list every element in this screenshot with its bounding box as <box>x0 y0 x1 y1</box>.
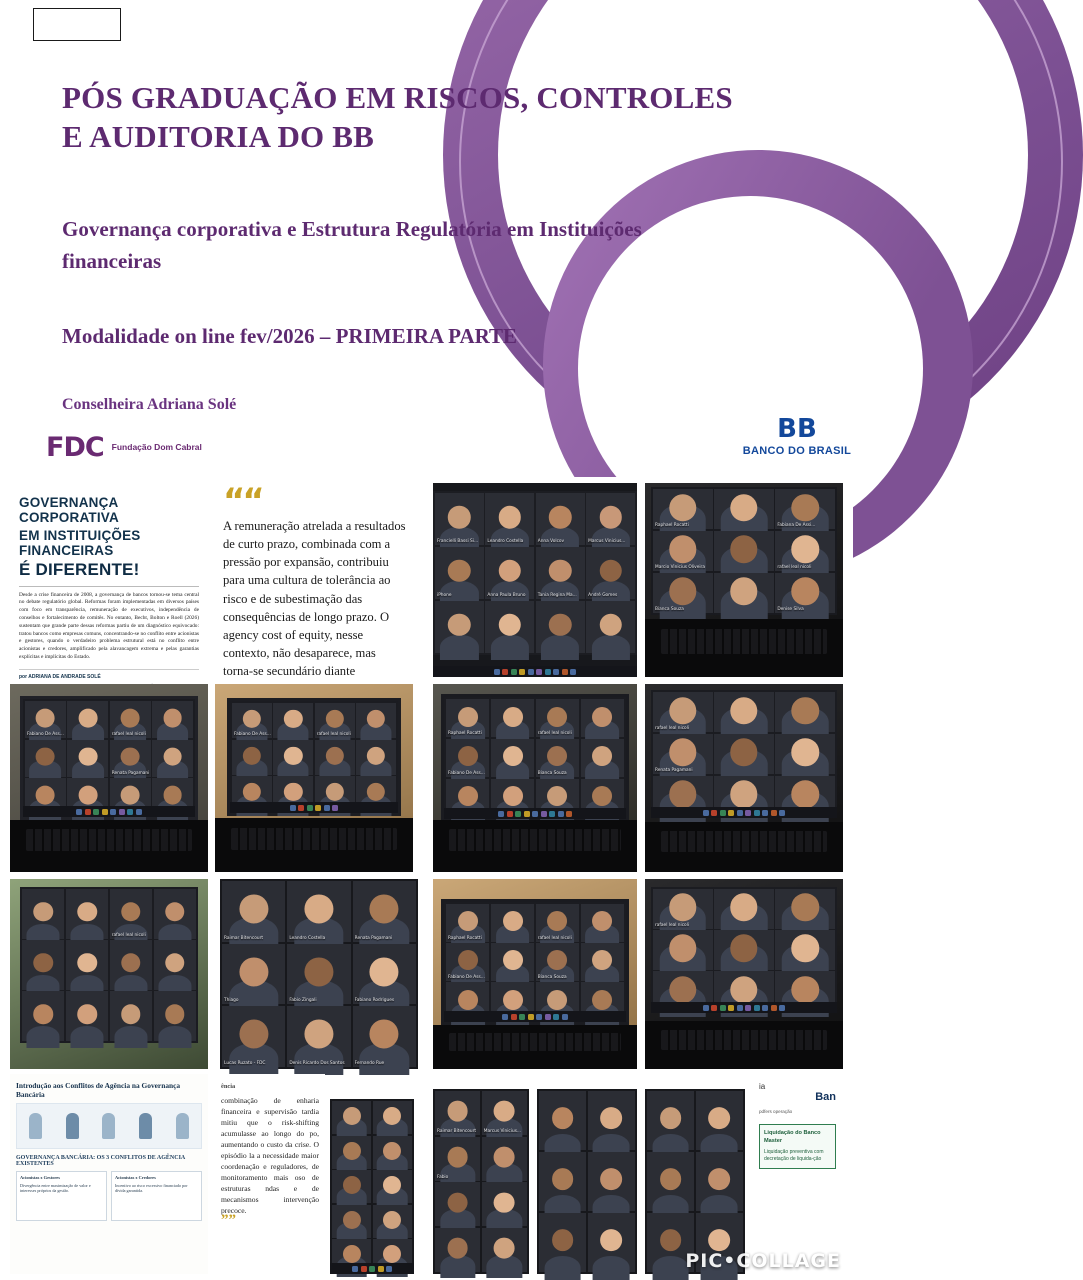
agenda-box-2-head: Acionistas x Credores <box>115 1175 156 1180</box>
collage-item-video-call <box>645 684 843 872</box>
participant-name: Raimar Bitencourt <box>224 935 264 941</box>
video-tile-grid <box>433 491 637 655</box>
video-tile <box>586 493 635 545</box>
video-tile <box>714 573 774 613</box>
participant-name: Renata Pagamani <box>354 935 393 941</box>
video-tile <box>356 740 396 775</box>
collage-item-video-call <box>433 684 637 872</box>
banco-do-brasil-logo <box>741 396 853 476</box>
video-tile <box>653 489 713 529</box>
doc-body: Desde a crise financeira de 2008, a governança de bancos tornou-se tema central no debate regulatório global. Reformas foram implementadas em diversos países com foco em transparência, remuneração de executivos, independência de conselhos e fortalecimento de comitês. No entanto, Becht, Bolton e Roell (2026) sustentam que grande parte dessas reformas partiu de um diagnóstico equivocado: tratou bancos como empresas comuns, concentrando-se no conflito entre acionistas e gestores, quando o verdadeiro problema estrutural está no conflito entre acionistas e credores, amplificado pela alavancagem extrema e pelas garantias explícitas e implícitas do Estado. <box>19 591 199 661</box>
participant-name: rafael leal nicoli <box>316 732 351 737</box>
quote-mark-icon: ““ <box>223 481 262 521</box>
taskbar[interactable] <box>230 802 398 813</box>
collage-item-video-call <box>645 879 843 1069</box>
agenda-illustration <box>16 1103 202 1149</box>
collage-watermark: PIC•COLLAGE <box>685 1250 841 1272</box>
video-tile <box>373 1101 412 1134</box>
right-doc-title: ia <box>759 1082 766 1091</box>
right-doc-small: pdfers operação <box>759 1109 793 1114</box>
video-tile <box>485 601 534 653</box>
collage-item-quote-card <box>215 483 413 677</box>
video-tile <box>588 1091 635 1150</box>
video-tile <box>222 1006 285 1067</box>
video-tile <box>482 1137 527 1181</box>
participant-name: rafael leal nicoli <box>537 935 572 941</box>
participant-name: rafael leal nicoli <box>655 726 690 732</box>
video-tile <box>373 1205 412 1238</box>
taskbar[interactable] <box>444 1011 626 1022</box>
video-tile <box>653 734 713 774</box>
video-tile <box>435 601 484 653</box>
taskbar[interactable] <box>651 807 837 818</box>
video-tile <box>332 1205 371 1238</box>
video-tile <box>653 930 713 970</box>
collage-item-video-call <box>220 879 418 1069</box>
video-tile <box>110 940 152 990</box>
video-tile <box>482 1228 527 1272</box>
video-tile <box>581 904 624 942</box>
video-tile <box>154 889 196 939</box>
video-tile <box>373 1170 412 1203</box>
video-tile <box>435 547 484 599</box>
collage-item-document-card <box>10 483 208 680</box>
video-tile <box>653 889 713 929</box>
video-tile <box>536 943 579 981</box>
presentation-slide <box>0 0 853 477</box>
collage-item-video-call <box>645 1089 745 1274</box>
video-tile <box>775 692 835 732</box>
video-tile <box>152 701 193 738</box>
video-tile <box>647 1152 694 1211</box>
text-panel-head: ência <box>221 1083 236 1090</box>
participant-name: rafael leal nicoli <box>111 732 146 737</box>
video-tile <box>435 493 484 545</box>
collage-item-video-call <box>433 483 637 677</box>
video-tile <box>491 699 534 737</box>
video-tile <box>435 1137 480 1181</box>
participant-name: Lucas Ruzato - FDC <box>224 1061 266 1066</box>
participant-name: Fabio Zingali <box>289 998 317 1004</box>
video-tile <box>536 601 585 653</box>
video-tile <box>315 740 355 775</box>
collage-item-video-call <box>330 1099 414 1274</box>
video-tile <box>446 739 489 777</box>
video-tile <box>491 739 534 777</box>
collage-item-agenda-slide <box>10 1074 208 1274</box>
participant-name: Thiago <box>224 998 239 1004</box>
slide-modality: Modalidade on line fev/2026 – PRIMEIRA PARTE <box>62 324 518 348</box>
fdc-logo-mark: FDC <box>46 432 104 463</box>
collage-item-text-panel <box>215 1074 325 1274</box>
agenda-subtitle: GOVERNANÇA BANCÁRIA: OS 3 CONFLITOS DE AGÊNCIA EXISTENTES <box>16 1155 185 1167</box>
video-tile <box>222 881 285 942</box>
video-tile <box>287 944 350 1005</box>
video-tile <box>66 991 108 1041</box>
participant-name: Denis Ricardo Dos Santos <box>289 1061 345 1066</box>
video-tile <box>696 1152 743 1211</box>
video-tile <box>714 734 774 774</box>
video-tile <box>586 601 635 653</box>
participant-name: Bianca Souza <box>537 771 567 777</box>
video-tile <box>588 1152 635 1211</box>
video-tile <box>25 701 66 738</box>
agenda-box-1-text: Divergência entre maximização de valor e interesses próprios da gestão. <box>20 1182 91 1194</box>
video-tile <box>273 740 313 775</box>
agenda-box-1-head: Acionistas x Gestores <box>20 1175 60 1180</box>
participant-name: rafael leal nicoli <box>537 731 572 737</box>
participant-name: Marcus Vinicius... <box>483 1129 522 1135</box>
participant-name: iPhone <box>437 593 452 599</box>
agenda-box-2 <box>111 1171 202 1221</box>
participant-name: Fabiano De Ass... <box>234 732 271 737</box>
collage-item-video-call <box>433 1089 529 1274</box>
bb-logo-mark: BB <box>777 413 817 444</box>
fdc-logo <box>46 432 202 463</box>
slide-subtitle: Governança corporativa e Estrutura Regulatória em Instituições financeiras <box>62 217 642 273</box>
quote-mark-icon: ”” <box>221 1212 236 1229</box>
bb-logo-text: BANCO DO BRASIL <box>742 444 852 457</box>
participant-name: Raphael Rocatti <box>448 731 482 737</box>
doc-title-line3: É DIFERENTE! <box>19 559 140 579</box>
doc-byline: por ADRIANA DE ANDRADE SOLÉ <box>19 669 199 680</box>
participant-name: Marcus Vinicius... <box>588 539 626 545</box>
video-tile <box>446 943 489 981</box>
video-tile <box>67 740 108 777</box>
video-tile <box>696 1091 743 1150</box>
participant-name: Tania Regina Ma... <box>537 593 577 599</box>
video-tile <box>581 943 624 981</box>
video-tile <box>482 1182 527 1226</box>
video-tile <box>653 692 713 732</box>
video-tile <box>353 881 416 942</box>
participant-name: Raphael Rocatti <box>655 523 689 529</box>
participant-name: Leandro Costella <box>487 539 524 545</box>
video-tile <box>536 904 579 942</box>
right-doc-green-head: Liquidação do Banco Master <box>764 1129 821 1144</box>
video-tile <box>353 1006 416 1067</box>
video-tile <box>536 699 579 737</box>
video-tile <box>356 703 396 738</box>
participant-name: Fabio <box>437 1174 449 1180</box>
video-tile <box>581 699 624 737</box>
doc-title-line2: EM INSTITUIÇÕES FINANCEIRAS <box>19 527 141 559</box>
video-tile <box>775 734 835 774</box>
video-tile <box>588 1213 635 1272</box>
agenda-box-2-text: Incentivo ao risco excessivo financiado por dívida garantida. <box>115 1182 188 1194</box>
right-doc-green-box <box>759 1124 836 1169</box>
video-tile <box>482 1091 527 1135</box>
video-tile <box>110 991 152 1041</box>
participant-name: Denise Silva <box>777 606 804 612</box>
agenda-title: Introdução aos Conflitos de Agência na Governança Bancária <box>16 1081 181 1099</box>
participant-name: Bianca Souza <box>655 606 684 612</box>
participant-name: Fernando Rue <box>354 1061 385 1066</box>
agenda-box-1 <box>16 1171 107 1221</box>
text-panel-body: combinação de enharia financeira e supervisão tardia mitiu que o risk-shifting acumulasse ao longo do po, aumentando o custo da crise. O episódio la a necessidade maior coordenação e reguladores, de monitoramento mais oso de estruturas ndas e de mecanismos intervenção precoce. <box>221 1096 319 1216</box>
video-tile <box>332 1136 371 1169</box>
video-tile <box>435 1182 480 1226</box>
video-tile <box>152 740 193 777</box>
video-tile <box>67 701 108 738</box>
video-tile <box>22 940 64 990</box>
video-tile <box>110 889 152 939</box>
collage-item-video-call <box>433 879 637 1069</box>
video-tile <box>446 904 489 942</box>
participant-name: Marcio Vinicius Oliveira <box>655 565 705 571</box>
collage-item-video-call <box>215 684 413 872</box>
collage-item-video-call <box>10 879 208 1069</box>
participant-name: Raphael Rocatti <box>448 935 482 941</box>
video-tile <box>581 739 624 777</box>
video-tile <box>539 1091 586 1150</box>
video-tile <box>110 701 151 738</box>
collage-item-video-call <box>645 483 843 677</box>
video-tile <box>25 740 66 777</box>
video-tile <box>586 547 635 599</box>
video-tile <box>491 943 534 981</box>
video-tile <box>714 930 774 970</box>
video-tile <box>332 1170 371 1203</box>
video-tile <box>273 703 313 738</box>
video-tile <box>154 940 196 990</box>
video-tile <box>536 493 585 545</box>
participant-name: Bianca Souza <box>537 974 567 980</box>
video-tile <box>775 531 835 571</box>
video-tile <box>536 547 585 599</box>
video-tile <box>647 1091 694 1150</box>
collage-item-video-call <box>10 684 208 872</box>
quote-text: A remuneração atrelada a resultados de curto prazo, combinada com a pressão por expansão, contribuiu para uma cultura de tolerância ao risco e de subestimação das consequências de longo prazo. O agency cost of equity, nesse contexto, não desaparece, mas torna-se secundário diante <box>223 519 406 678</box>
video-tile <box>315 703 355 738</box>
taskbar[interactable] <box>23 806 195 817</box>
taskbar[interactable] <box>330 1263 414 1274</box>
video-tile <box>653 531 713 571</box>
video-tile <box>714 889 774 929</box>
video-tile <box>332 1101 371 1134</box>
video-tile <box>539 1213 586 1272</box>
video-tile <box>775 930 835 970</box>
doc-divider <box>19 586 199 587</box>
video-tile <box>536 739 579 777</box>
video-tile <box>110 740 151 777</box>
video-tile <box>22 991 64 1041</box>
taskbar[interactable] <box>444 808 626 819</box>
video-tile <box>435 1091 480 1135</box>
participant-name: rafael leal nicoli <box>777 565 812 571</box>
participant-name: André Gomes <box>588 593 618 599</box>
participant-name: rafael leal nicoli <box>655 922 690 928</box>
participant-name: Renata Pagamani <box>111 770 150 776</box>
participant-name: Anna Volcov <box>537 539 565 545</box>
participant-name: Fabiano De Ass... <box>448 974 485 980</box>
page-title: PÓS GRADUAÇÃO EM RISCOS, CONTROLES E AUDITORIA DO BB <box>62 80 733 155</box>
participant-name: Raimar Bitencourt <box>437 1129 477 1135</box>
participant-name: Fabiano De Ass... <box>27 732 64 737</box>
collage-item-document-card-right <box>752 1074 843 1274</box>
participant-name: Fabiano Rodrigues <box>354 998 395 1004</box>
video-tile <box>775 889 835 929</box>
participant-name: rafael leal nicoli <box>111 932 146 938</box>
video-tile <box>22 889 64 939</box>
video-tile <box>373 1136 412 1169</box>
participant-name: Renata Pagamani <box>655 768 693 774</box>
video-tile <box>66 940 108 990</box>
participant-name: Leandro Costella <box>289 935 326 941</box>
video-tile <box>775 573 835 613</box>
right-doc-green-text: Liquidação preventiva com decretação de liquida-ção <box>764 1148 824 1162</box>
video-tile <box>287 881 350 942</box>
video-tile <box>714 692 774 732</box>
video-tile <box>353 944 416 1005</box>
video-tile <box>485 547 534 599</box>
video-tile <box>222 944 285 1005</box>
participant-name: Anna Paula Bruno <box>487 593 526 599</box>
slide-author: Conselheira Adriana Solé <box>62 396 237 413</box>
video-tile <box>66 889 108 939</box>
participant-name: Francielli Bassi Si... <box>437 539 479 545</box>
video-tile <box>714 531 774 571</box>
video-tile <box>653 573 713 613</box>
video-tile <box>775 489 835 529</box>
taskbar[interactable] <box>433 666 637 677</box>
video-tile <box>491 904 534 942</box>
video-tile <box>435 1228 480 1272</box>
video-tile <box>154 991 196 1041</box>
video-tile <box>232 740 272 775</box>
video-tile <box>539 1152 586 1211</box>
participant-name: Fabiano De Ass... <box>448 771 485 777</box>
doc-title-line1: GOVERNANÇA CORPORATIVA <box>19 495 119 526</box>
video-tile <box>485 493 534 545</box>
photo-collage <box>0 477 853 1280</box>
video-tile <box>714 489 774 529</box>
video-tile <box>446 699 489 737</box>
video-tile <box>287 1006 350 1067</box>
taskbar[interactable] <box>651 1002 837 1013</box>
participant-name: Fabiana De Assi... <box>777 523 816 529</box>
collage-item-video-call <box>537 1089 637 1274</box>
right-doc-ban-word: Ban <box>815 1091 836 1103</box>
fdc-logo-text: Fundação Dom Cabral <box>111 442 202 453</box>
video-tile <box>232 703 272 738</box>
